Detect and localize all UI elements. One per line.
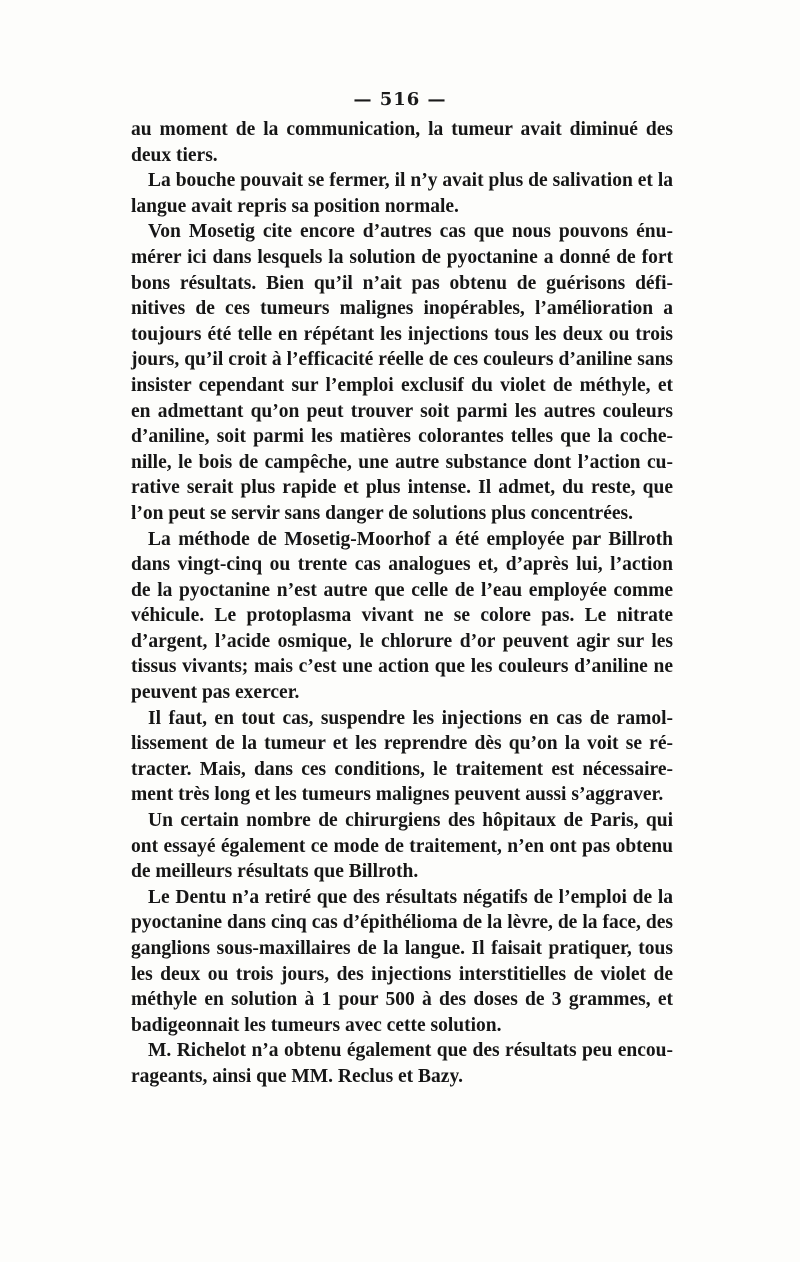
paragraph: Von Mosetig cite encore d’autres cas que nous pouvons énumérer ici dans lesquels la solution de pyoctanine a donné de fort bons résultats. Bien qu’il n’ait pas obtenu de guérisons définitives de ces tumeurs malignes inopérables, l’amélioration a toujours été telle en répétant les injections tous les deux ou trois jours, qu’il croit à l’efficacité réelle de ces couleurs d’aniline sans insister cependant sur l’emploi exclusif du violet de méthyle, et en admettant qu’on peut trouver soit parmi les autres couleurs d’aniline, soit parmi les matières colorantes telles que la cochenille, le bois de campêche, une autre substance dont l’action curative serait plus rapide et plus intense. Il admet, du reste, que l’on peut se servir sans danger de solutions plus concentrées. — [131, 221, 673, 524]
paragraph: La bouche pouvait se fermer, il n’y avait plus de salivation et la langue avait repris sa position normale. — [131, 170, 673, 217]
paragraph: Le Dentu n’a retiré que des résultats négatifs de l’emploi de la pyoctanine dans cinq cas d’épithélioma de la lèvre, de la face, des ganglions sous-maxillaires de la langue. Il faisait pratiquer, tous les deux ou trois jours, des injections interstitielles de violet de méthyle en solution à 1 pour 500 à des doses de 3 grammes, et badigeonnait les tumeurs avec cette solution. — [131, 886, 673, 1036]
paragraph: M. Richelot n’a obtenu également que des résultats peu encourageants, ainsi que MM. Reclus et Bazy. — [131, 1040, 673, 1087]
body-text — [131, 117, 673, 1090]
page-number: — 516 — — [353, 89, 447, 110]
paragraph: au moment de la communication, la tumeur avait diminué des deux tiers. — [131, 119, 673, 166]
paragraph: Il faut, en tout cas, suspendre les injections en cas de ramollissement de la tumeur et les reprendre dès qu’on la voit se rétracter. Mais, dans ces conditions, le traitement est nécessairement très long et les tumeurs malignes peuvent aussi s’aggraver. — [131, 707, 673, 806]
paragraph: Un certain nombre de chirurgiens des hôpitaux de Paris, qui ont essayé également ce mode de traitement, n’en ont pas obtenu de meilleurs résultats que Billroth. — [131, 810, 673, 883]
paragraph: La méthode de Mosetig-Moorhof a été employée par Billroth dans vingt-cinq ou trente cas analogues et, d’après lui, l’action de la pyoctanine n’est autre que celle de l’eau employée comme véhicule. Le protoplasma vivant ne se colore pas. Le nitrate d’argent, l’acide osmique, le chlorure d’or peuvent agir sur les tissus vivants; mais c’est une action que les couleurs d’aniline ne peuvent pas exercer. — [131, 528, 673, 704]
